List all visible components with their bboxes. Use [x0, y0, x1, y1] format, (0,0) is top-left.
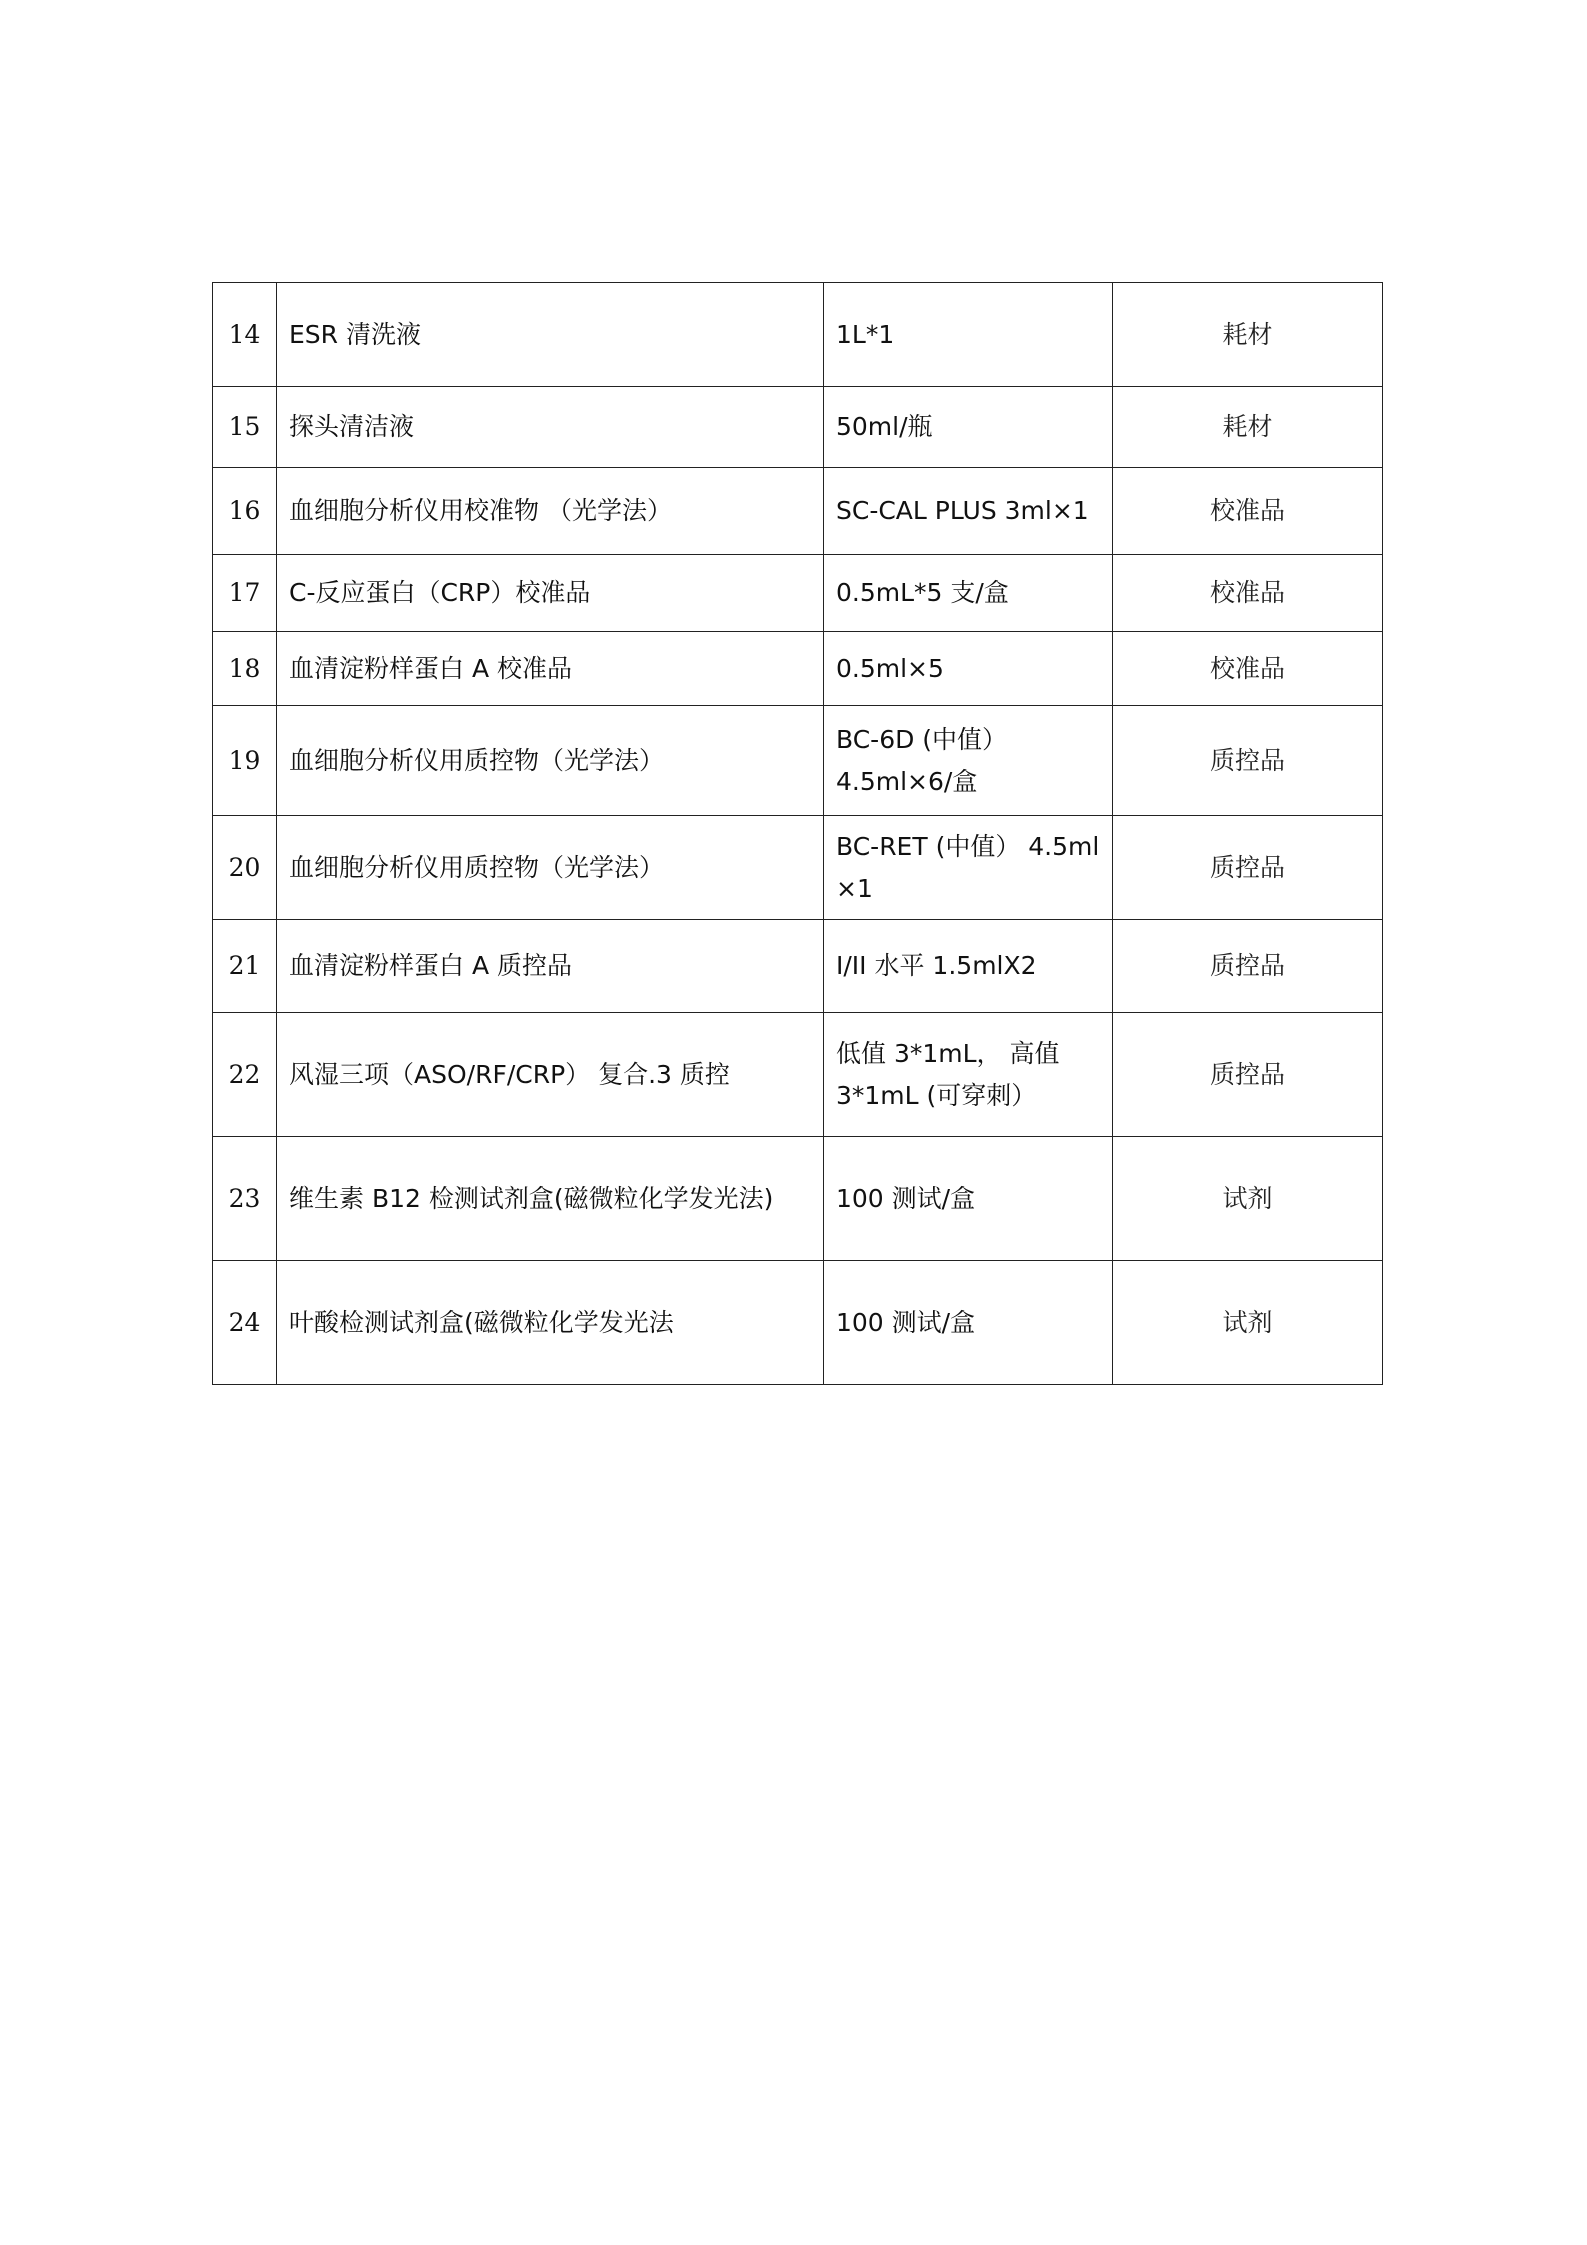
item-spec: BC-6D (中值） 4.5ml×6/盒 — [824, 706, 1113, 816]
table-row — [213, 1013, 1383, 1137]
item-category: 质控品 — [1113, 1013, 1383, 1137]
item-category: 质控品 — [1113, 920, 1383, 1013]
row-number: 18 — [213, 632, 277, 706]
item-category: 校准品 — [1113, 555, 1383, 632]
table-row — [213, 1261, 1383, 1385]
item-spec: 0.5mL*5 支/盒 — [824, 555, 1113, 632]
table-row — [213, 283, 1383, 387]
row-number: 15 — [213, 387, 277, 468]
item-name: ESR 清洗液 — [277, 283, 824, 387]
item-spec: SC-CAL PLUS 3ml×1 — [824, 468, 1113, 555]
item-spec: BC-RET (中值） 4.5ml ×1 — [824, 816, 1113, 920]
table-row — [213, 387, 1383, 468]
item-category: 质控品 — [1113, 816, 1383, 920]
item-name: 血清淀粉样蛋白 A 质控品 — [277, 920, 824, 1013]
item-category: 质控品 — [1113, 706, 1383, 816]
item-name: 叶酸检测试剂盒(磁微粒化学发光法 — [277, 1261, 824, 1385]
row-number: 17 — [213, 555, 277, 632]
table-row — [213, 555, 1383, 632]
table-row — [213, 920, 1383, 1013]
row-number: 16 — [213, 468, 277, 555]
item-category: 耗材 — [1113, 283, 1383, 387]
table-row — [213, 468, 1383, 555]
item-category: 校准品 — [1113, 632, 1383, 706]
row-number: 24 — [213, 1261, 277, 1385]
item-spec: I/II 水平 1.5mlX2 — [824, 920, 1113, 1013]
item-spec: 低值 3*1mL， 高值 3*1mL (可穿刺） — [824, 1013, 1113, 1137]
row-number: 21 — [213, 920, 277, 1013]
row-number: 19 — [213, 706, 277, 816]
item-spec: 1L*1 — [824, 283, 1113, 387]
item-name: 血细胞分析仪用校准物 （光学法） — [277, 468, 824, 555]
item-spec: 50ml/瓶 — [824, 387, 1113, 468]
item-name: 血细胞分析仪用质控物（光学法） — [277, 706, 824, 816]
item-spec: 0.5ml×5 — [824, 632, 1113, 706]
row-number: 22 — [213, 1013, 277, 1137]
table-row — [213, 632, 1383, 706]
item-category: 试剂 — [1113, 1261, 1383, 1385]
item-category: 校准品 — [1113, 468, 1383, 555]
row-number: 20 — [213, 816, 277, 920]
item-name: 维生素 B12 检测试剂盒(磁微粒化学发光法) — [277, 1137, 824, 1261]
table-row — [213, 816, 1383, 920]
item-category: 试剂 — [1113, 1137, 1383, 1261]
row-number: 14 — [213, 283, 277, 387]
item-name: 探头清洁液 — [277, 387, 824, 468]
item-spec: 100 测试/盒 — [824, 1261, 1113, 1385]
item-category: 耗材 — [1113, 387, 1383, 468]
item-name: 血清淀粉样蛋白 A 校准品 — [277, 632, 824, 706]
item-name: C-反应蛋白（CRP）校准品 — [277, 555, 824, 632]
item-name: 风湿三项（ASO/RF/CRP） 复合.3 质控 — [277, 1013, 824, 1137]
table-row — [213, 706, 1383, 816]
items-table — [212, 282, 1383, 1385]
item-spec: 100 测试/盒 — [824, 1137, 1113, 1261]
table-row — [213, 1137, 1383, 1261]
row-number: 23 — [213, 1137, 277, 1261]
item-name: 血细胞分析仪用质控物（光学法） — [277, 816, 824, 920]
